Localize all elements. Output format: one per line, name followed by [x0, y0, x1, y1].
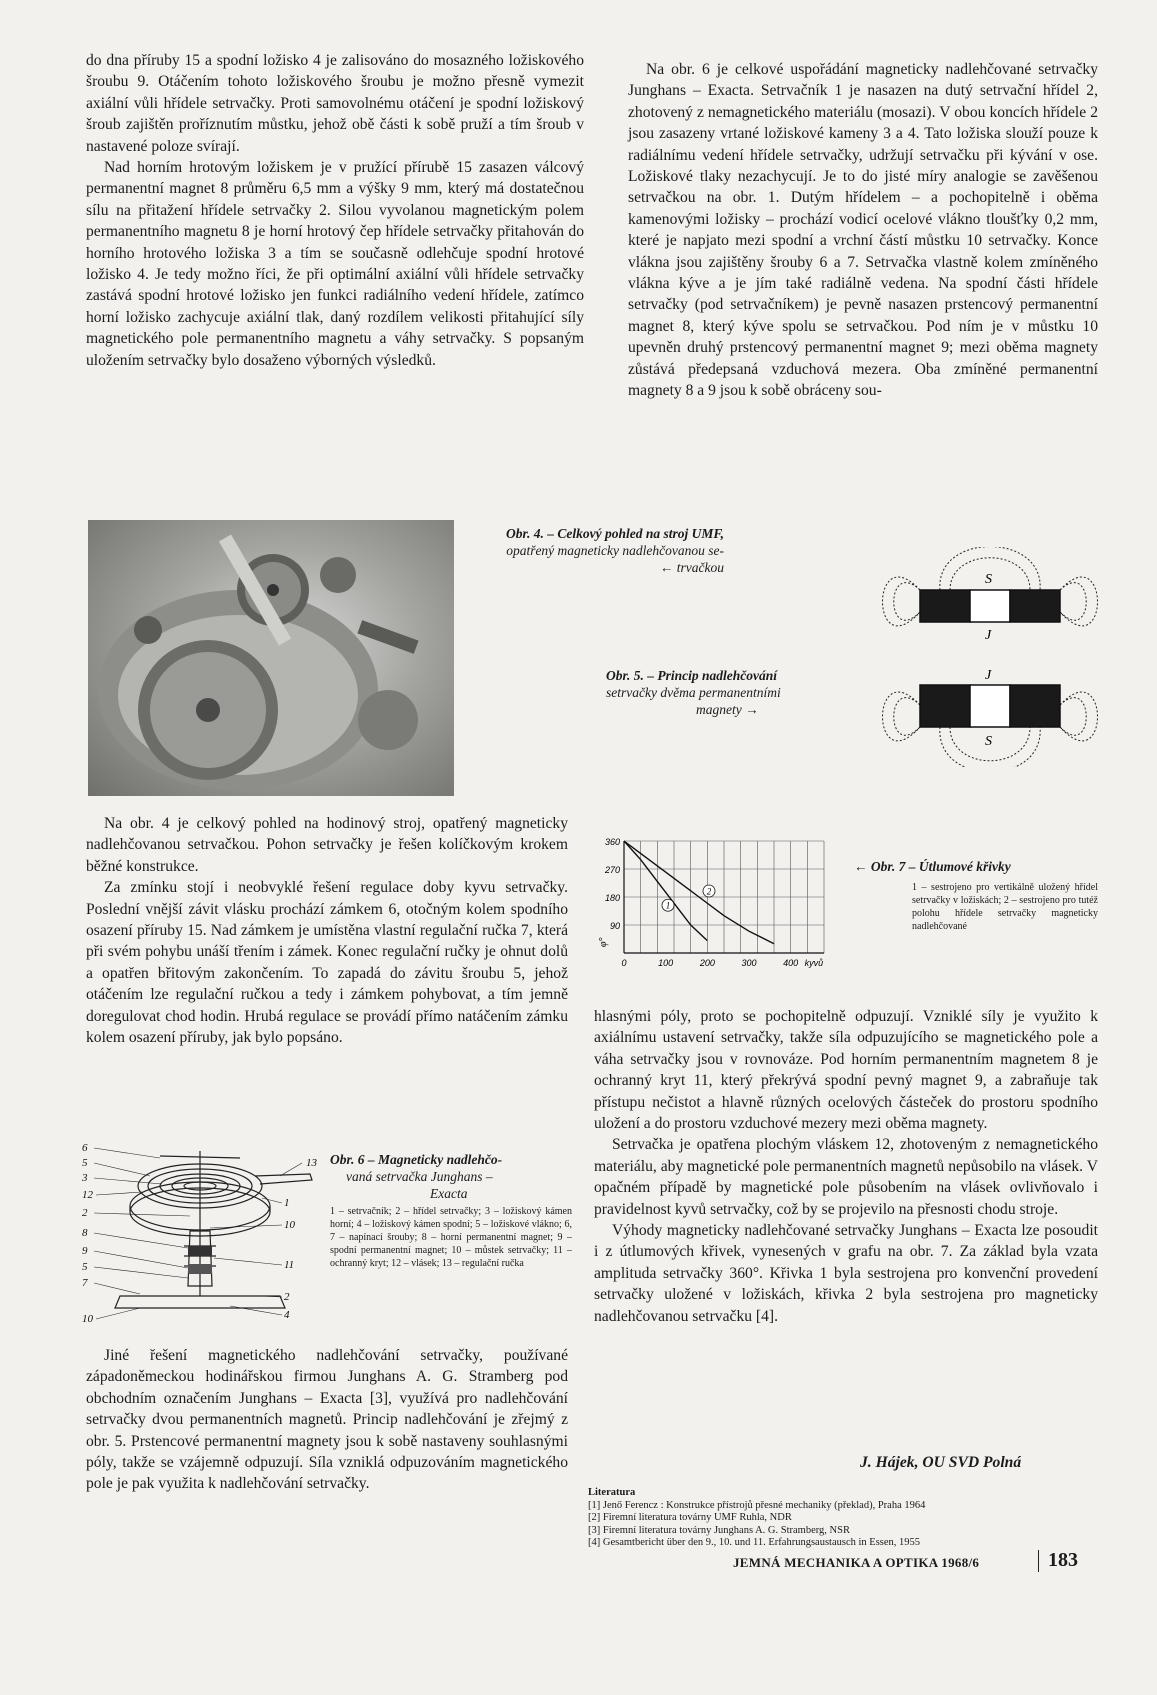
y-axis-label: φ° [598, 937, 609, 947]
reference-item: [1] Jenő Ferencz : Konstrukce přístrojů přesné mechaniky (překlad), Praha 1964 [588, 1499, 926, 1511]
part-number: 5 [82, 1261, 88, 1273]
article-column-left-middle [86, 813, 568, 1048]
caption-line: magnety → [696, 702, 759, 717]
figure-4-photo [88, 520, 454, 796]
pole-label: S [985, 572, 992, 587]
part-numbers-left [81, 1142, 94, 1325]
x-tick-label: 0 [621, 958, 627, 968]
page-number: 183 [1048, 1549, 1078, 1571]
part-number: 9 [82, 1245, 88, 1257]
y-tick-label: 270 [604, 865, 620, 875]
caption-line: Obr. 6 – Magneticky nadlehčo- [330, 1152, 503, 1167]
paragraph: Na obr. 6 je celkové uspořádání magneticky nadlehčované setrvačky Junghans – Exacta. Setrvačník 1 je nasazen na dutý setrvační hřídel 2, zhotovený z nemagnetického materiálu (mosazi). V obou koncích hřídele 2 jsou zasazeny vrtané ložiskové kameny 3 a 4. Tato ložiska slouží pouze k radiálnímu vedení hřídele setrvačky, udržují setrvačku při kývání v ose. Ložiskové tlaky nezachycují. Je to do jisté míry analogie se zavěšenou setrvačkou na obr. 1. Dutým hřídelem – a pochopitelně i oběma kamenovými ložisky – prochází vodicí ocelové vlákno tloušťky 0,2 mm, které je napjato mezi spodní a vrchní částí můstku 10 setrvačky. Konce vlákna jsou zajištěny šrouby 6 a 7. Setrvačka vlastně kolem zmíněného vlákna kýve a je jím také radiálně vedena. Na spodní části hřídele setrvačky (pod setrvačníkem) je pevně nasazen prstencový permanentní magnet 8, který kýve spolu se setrvačkou. Pod ním je v můstku 10 upevněn druhý prstencový permanentní magnet 9; mezi oběma magnety zůstává předepsaná vzduchová mezera. Oba zmíněné permanentní magnety 8 a 9 jsou k sobě obráceny sou- [628, 61, 1098, 400]
paragraph: Na obr. 4 je celkový pohled na hodinový stroj, opatřený magneticky nadlehčovanou setrvačkou. Pohon setrvačky je řešen kolíčkovým krokem běžné konstrukce. [86, 815, 568, 875]
y-tick-label: 360 [604, 837, 620, 847]
clock-mechanism-illustration [88, 520, 454, 796]
article-column-right-bottom [594, 1006, 1098, 1327]
series-label: 1 [665, 900, 671, 911]
part-number: 1 [284, 1197, 290, 1209]
part-number: 5 [82, 1157, 88, 1169]
part-number: 3 [82, 1172, 88, 1184]
figure-5-magnet-diagram [880, 547, 1100, 767]
reference-item: [2] Firemní literatura továrny UMF Ruhla, NDR [588, 1512, 792, 1524]
article-column-left-top [86, 50, 584, 371]
y-tick-label: 180 [604, 893, 620, 903]
caption-line: ← Obr. 7 – Útlumové křivky [854, 859, 1011, 874]
part-number: 10 [284, 1219, 295, 1231]
caption-line: ← trvačkou [659, 560, 724, 575]
paragraph: Setrvačka je opatřena plochým vláskem 12, zhotoveným z nemagnetického materiálu, aby magnetické pole permanentních magnetů nepůsobilo na vlásek. V opačném případě by magnetické pole působením na vlásek ovlivňovalo i pravidelnost kyvů setrvačky, což by se projevilo na přesnosti chodu stroje. [594, 1136, 1098, 1218]
article-column-left-bottom [86, 1345, 568, 1495]
caption-line: Obr. 4. – Celkový pohled na stroj UMF, [505, 526, 724, 541]
figure-6-legend: 1 – setrvačník; 2 – hřídel setrvačky; 3 – ložiskový kámen horní; 4 – ložiskový kámen spodní; 5 – ložiskové vlákno; 6, 7 – napínací šrouby; 8 – horní permanentní magnet; 9 – spodní permanentní magnet; 10 – můstek setrvačky; 11 – ochranný kryt; 12 – vlásek; 13 – regulační ručka [330, 1206, 572, 1269]
figure-6-caption [330, 1151, 572, 1202]
paragraph: Nad horním hrotovým ložiskem je v pružící přírubě 15 zasazen válcový permanentní magnet 8 průměru 6,5 mm a výšky 9 mm, který má dostatečnou sílu na přitažení hřídele setrvačky 2. Silou vyvolanou magnetickým polem permanentního magnetu 8 je horní hrotový čep hřídele setrvačky přitahován do horního hrotového ložiska 3 a tím se současně odlehčuje spodní hrotové ložisko 4. Je tedy možno říci, že při optimální axiální vůli hřídele setrvačky zastává spodní hrotové ložisko jen funkci radiálního vedení hřídele, zatímco horní ložisko zachycuje axiální tlak, daný rozdílem velikosti přitahující síly magnetického pole permanentního magnetu a váhy setrvačky. S popsaným uložením setrvačky bylo dosaženo výborných výsledků. [86, 159, 584, 369]
figure-5-caption [606, 667, 846, 718]
part-number: 8 [82, 1227, 88, 1239]
caption-line: Exacta [430, 1186, 468, 1201]
x-tick-label: 100 [658, 958, 674, 968]
part-number: 13 [306, 1157, 317, 1169]
paragraph: hlasnými póly, proto se pochopitelně odpuzují. Vzniklé síly je využito k axiálnímu ustavení setrvačky, takže síla odpuzujícího se magnetického pole a váha setrvačky jsou v rovnováze. Pod horním permanentním magnetem 8 je ochranný kryt 11, který překrývá spodní pevný magnet 9, a zabraňuje tak přístupu nečistot a hlavně různých ocelových částeček do prostoru spodního uložení a do prostoru vzduchové mezery mezi oběma magnety. [594, 1008, 1098, 1133]
part-number: 11 [284, 1259, 295, 1271]
caption-line: Obr. 5. – Princip nadlehčování [606, 668, 778, 683]
series-line-2 [624, 841, 774, 944]
x-tick-label: 200 [699, 958, 715, 968]
figure-6-drawing [80, 1136, 320, 1331]
pole-label: S [985, 734, 992, 749]
part-number: 12 [82, 1189, 93, 1201]
footer-divider [1038, 1550, 1039, 1572]
paragraph: Jiné řešení magnetického nadlehčování setrvačky, používané západoněmeckou hodinářskou firmou Junghans A. G. Stramberg pod obchodním označením Junghans – Exacta [3], využívá pro nadlehčování setrvačky dvou permanentních magnetů. Princip nadlehčování je zřejmý z obr. 5. Prstencové permanentní magnety jsou k sobě nastaveny souhlasnými póly, takže se vzájemně odpuzují. Síla vzniklá odpuzováním magnetického pole je pak využita k nadlehčování setrvačky. [86, 1347, 568, 1493]
part-number: 7 [82, 1277, 88, 1289]
pole-label: J [985, 668, 992, 683]
paragraph: Výhody magneticky nadlehčované setrvačky Junghans – Exacta lze posoudit i z útlumových křivek, vynesených v grafu na obr. 7. Za základ byla vzata amplituda setrvačky 360°. Křivka 1 byla sestrojena pro konvenční provedení setrvačky uložené v ložiskách, křivka 2 byla sestrojena pro magneticky nadlehčovanou setrvačku [4]. [594, 1222, 1098, 1325]
caption-line: opatřený magneticky nadlehčovanou se- [506, 543, 724, 558]
references-heading: Literatura [588, 1487, 636, 1498]
y-tick-label: 90 [609, 921, 620, 931]
x-tick-label: 400 [783, 958, 799, 968]
references [588, 1487, 1098, 1550]
caption-line: vaná setrvačka Junghans – [346, 1169, 493, 1184]
part-number: 10 [82, 1313, 93, 1325]
figure-7-note: 1 – sestrojeno pro vertikálně uložený hřídel setrvačky v ložiskách; 2 – sestrojeno pro tutéž polohu hřídele setrvačky magneticky nadlehčované [912, 882, 1098, 932]
pole-label: J [985, 628, 992, 643]
article-column-right-top [628, 59, 1098, 402]
series-label: 2 [706, 886, 712, 897]
journal-footer: JEMNÁ MECHANIKA A OPTIKA 1968/6 [733, 1555, 980, 1570]
part-number: 6 [82, 1142, 88, 1154]
series-line-1 [624, 841, 707, 941]
part-number: 2 [82, 1207, 88, 1219]
reference-item: [3] Firemní literatura továrny Junghans A. G. Stramberg, NSR [588, 1524, 850, 1536]
part-number: 4 [284, 1309, 290, 1321]
figure-7-caption [854, 858, 1098, 875]
x-tick-label: 300 [741, 958, 757, 968]
figure-7-damping-chart [594, 833, 854, 983]
part-number: 2 [284, 1291, 290, 1303]
reference-item: [4] Gesamtbericht über den 9., 10. und 11. Erfahrungsaustausch in Essen, 1955 [588, 1537, 921, 1549]
author-signature: J. Hájek, OU SVD Polná [860, 1454, 1022, 1471]
paragraph: Za zmínku stojí i neobvyklé řešení regulace doby kyvu setrvačky. Poslední vnější závit vlásku prochází zámkem 6, otočným kolem spodního osazení příruby 15. Nad zámkem je umístěna vlastní regulační ručka 7, která při svém pohybu unáší třením i zámek. Konec regulační ručky je ohnut dolů a opatřen břitovým zakončením. To zapadá do závitu šroubu 5, jehož otáčením lze regulační ručkou a tedy i zámkem pohybovat, a tím jemně doregulovat chod hodin. Hrubá regulace se provádí přímo natáčením zámku kolem osazení příruby, jak bylo popsáno. [86, 879, 568, 1047]
paragraph: do dna příruby 15 a spodní ložisko 4 je zalisováno do mosazného ložiskového šroubu 9. Otáčením tohoto ložiskového šroubu je možno přesně vymezit axiální vůli hřídele setrvačky. Proti samovolnému otáčení je spodní ložiskový šroub zajištěn proříznutím můstku, jehož obě části k sobě pruží a tím šroub v nastavené poloze svírají. [86, 52, 584, 155]
figure-4-caption [466, 525, 726, 576]
caption-line: setrvačky dvěma permanentními [606, 685, 781, 700]
x-axis-label: kyvů [804, 958, 824, 968]
